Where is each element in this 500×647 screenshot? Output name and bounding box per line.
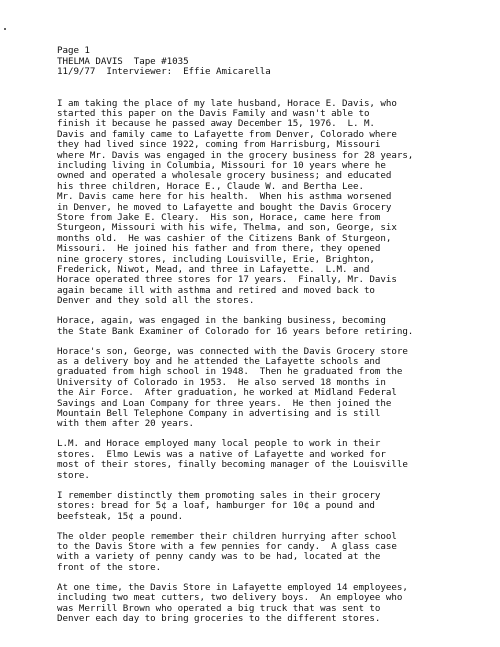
text-line: Denver each day to bring groceries to the different stores. xyxy=(57,612,381,624)
text-line: Horace's son, George, was connected with the Davis Grocery store xyxy=(57,345,408,357)
text-line: Denver and they sold all the stores. xyxy=(57,295,255,307)
text-line: Missouri. He joined his father and from there, they opened xyxy=(57,243,381,255)
text-line: Savings and Loan Company for three years. He then joined the xyxy=(57,397,392,409)
text-line: his three children, Horace E., Claude W. and Bertha Lee. xyxy=(57,180,364,192)
text-line: Horace operated three stores for 17 years. Finally, Mr. Davis xyxy=(57,274,397,286)
text-line: with a variety of penny candy was to be had, located at the xyxy=(57,551,381,563)
text-line: At one time, the Davis Store in Lafayette employed 14 employees, xyxy=(57,581,408,593)
text-line: beefsteak, 15¢ a pound. xyxy=(57,510,184,522)
text-line: including two meat cutters, two delivery boys. An employee who xyxy=(57,592,403,604)
text-line: where Mr. Davis was engaged in the grocery business for 28 years, xyxy=(57,149,414,161)
text-line: in Denver, he moved to Lafayette and bought the Davis Grocery xyxy=(57,201,392,213)
text-line: as a delivery boy and he attended the Lafayette schools and xyxy=(57,356,381,368)
date-interviewer-line: 11/9/77 Interviewer: Effie Amicarella xyxy=(57,66,271,77)
paragraph-6 xyxy=(57,532,477,574)
text-line: stores: bread for 5¢ a loaf, hamburger for 10¢ a pound and xyxy=(57,500,375,512)
text-line: L.M. and Horace employed many local people to work in their xyxy=(57,438,381,450)
text-line: was Merrill Brown who operated a big truck that was sent to xyxy=(57,602,381,614)
text-line: Davis and family came to Lafayette from Denver, Colorado where xyxy=(57,128,397,140)
paragraph-3 xyxy=(57,347,477,430)
text-line: I am taking the place of my late husband, Horace E. Davis, who xyxy=(57,97,397,109)
paragraph-5 xyxy=(57,491,477,522)
text-line: Mountain Bell Telephone Company in advertising and is still xyxy=(57,408,381,420)
text-line: months old. He was cashier of the Citizens Bank of Sturgeon, xyxy=(57,232,392,244)
text-line: Store from Jake E. Cleary. His son, Horace, came here from xyxy=(57,211,381,223)
text-line: the State Bank Examiner of Colorado for 16 years before retiring. xyxy=(57,325,414,337)
text-line: Frederick, Niwot, Mead, and three in Lafayette. L.M. and xyxy=(57,264,370,275)
document-body xyxy=(57,99,477,625)
text-line: including living in Columbia, Missouri for 10 years where he xyxy=(57,159,386,171)
text-line: started this paper on the Davis Family and wasn't able to xyxy=(57,107,370,119)
text-line: store. xyxy=(57,469,90,481)
text-line: The older people remember their children hurrying after school xyxy=(57,530,397,542)
text-line: Sturgeon, Missouri with his wife, Thelma, and son, George, six xyxy=(57,222,397,234)
text-line: Mr. Davis came here for his health. When his asthma worsened xyxy=(57,191,392,203)
paragraph-4 xyxy=(57,439,477,481)
text-line: the Air Force. After graduation, he worked at Midland Federal xyxy=(57,387,397,399)
page-label: Page 1 xyxy=(57,45,90,56)
text-line: nine grocery stores, including Louisville, Erie, Brighton, xyxy=(57,253,375,265)
document-header xyxy=(57,46,477,78)
text-line: Horace, again, was engaged in the banking business, becoming xyxy=(57,315,386,327)
text-line: with them after 20 years. xyxy=(57,418,195,430)
text-line: they had lived since 1922, coming from Harrisburg, Missouri xyxy=(57,139,381,151)
scan-speck xyxy=(4,28,6,30)
document-page xyxy=(57,46,477,634)
text-line: University of Colorado in 1953. He also served 18 months in xyxy=(57,376,386,388)
text-line: most of their stores, finally becoming manager of the Louisville xyxy=(57,459,408,471)
text-line: owned and operated a wholesale grocery business; and educated xyxy=(57,170,392,182)
text-line: front of the store. xyxy=(57,561,162,573)
narrator-tape-line: THELMA DAVIS Tape #1035 xyxy=(57,55,189,67)
text-line: to the Davis Store with a few pennies for candy. A glass case xyxy=(57,540,397,552)
paragraph-1 xyxy=(57,99,477,307)
text-line: again became ill with asthma and retired and moved back to xyxy=(57,284,375,296)
paragraph-7 xyxy=(57,583,477,625)
text-line: stores. Elmo Lewis was a native of Lafayette and worked for xyxy=(57,448,386,460)
paragraph-2 xyxy=(57,316,477,337)
text-line: finish it because he passed away December 15, 1976. L. M. xyxy=(57,118,375,130)
text-line: graduated from high school in 1948. Then he graduated from the xyxy=(57,366,403,378)
text-line: I remember distinctly them promoting sales in their grocery xyxy=(57,489,381,501)
